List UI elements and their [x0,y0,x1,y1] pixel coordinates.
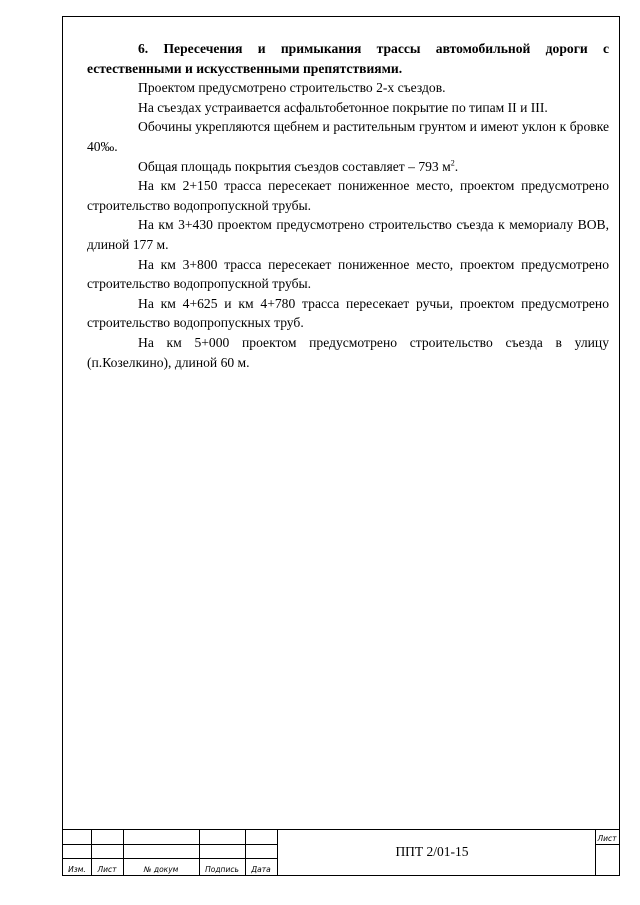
document-body [87,39,609,372]
paragraph-5: На км 2+150 трасса пересекает пониженное место, проектом предусмотрено строительство водопропускной трубы. [87,178,609,213]
col-sign-caption: Подпись [205,865,239,874]
document-code: ППТ 2/01-15 [395,844,469,859]
paragraph-6: На км 3+430 проектом предусмотрено строительство съезда к мемориалу ВОВ, длиной 177 м. [87,217,609,252]
paragraph-1: Проектом предусмотрено строительство 2-х съездов. [138,80,446,96]
col-date-caption: Дата [251,865,271,874]
title-block [63,829,619,875]
document-sheet [62,16,620,876]
paragraph-8: На км 4+625 и км 4+780 трасса пересекает ручьи, проектом предусмотрено строительство водопропускных труб. [87,295,609,331]
unit-superscript: 2 [450,158,455,168]
paragraph-9: На км 5+000 проектом предусмотрено строительство съезда в улицу (п.Козелкино), длиной 60 м. [87,334,609,370]
paragraph-2: На съездах устраивается асфальтобетонное покрытие по типам II и III. [138,99,548,115]
paragraph-3: Обочины укрепляются щебнем и растительным грунтом и имеют уклон к бровке 40‰. [87,119,609,154]
paragraph-4-text: Общая площадь покрытия съездов составляет – 793 м [138,158,451,174]
col-list-caption: Лист [97,865,117,874]
col-doc-caption: № докум [143,865,179,874]
paragraph-4 [87,157,609,177]
paragraph-4-end: . [454,158,459,174]
section-heading: 6. Пересечения и примыкания трассы автомобильной дороги с естественными и искусственными препятствиями. [87,41,609,76]
sheet-label: Лист [597,834,617,843]
col-izm-caption: Изм. [68,865,86,874]
stamp-row-line [595,844,619,845]
paragraph-7: На км 3+800 трасса пересекает пониженное место, проектом предусмотрено строительство водопропускной трубы. [87,256,609,292]
